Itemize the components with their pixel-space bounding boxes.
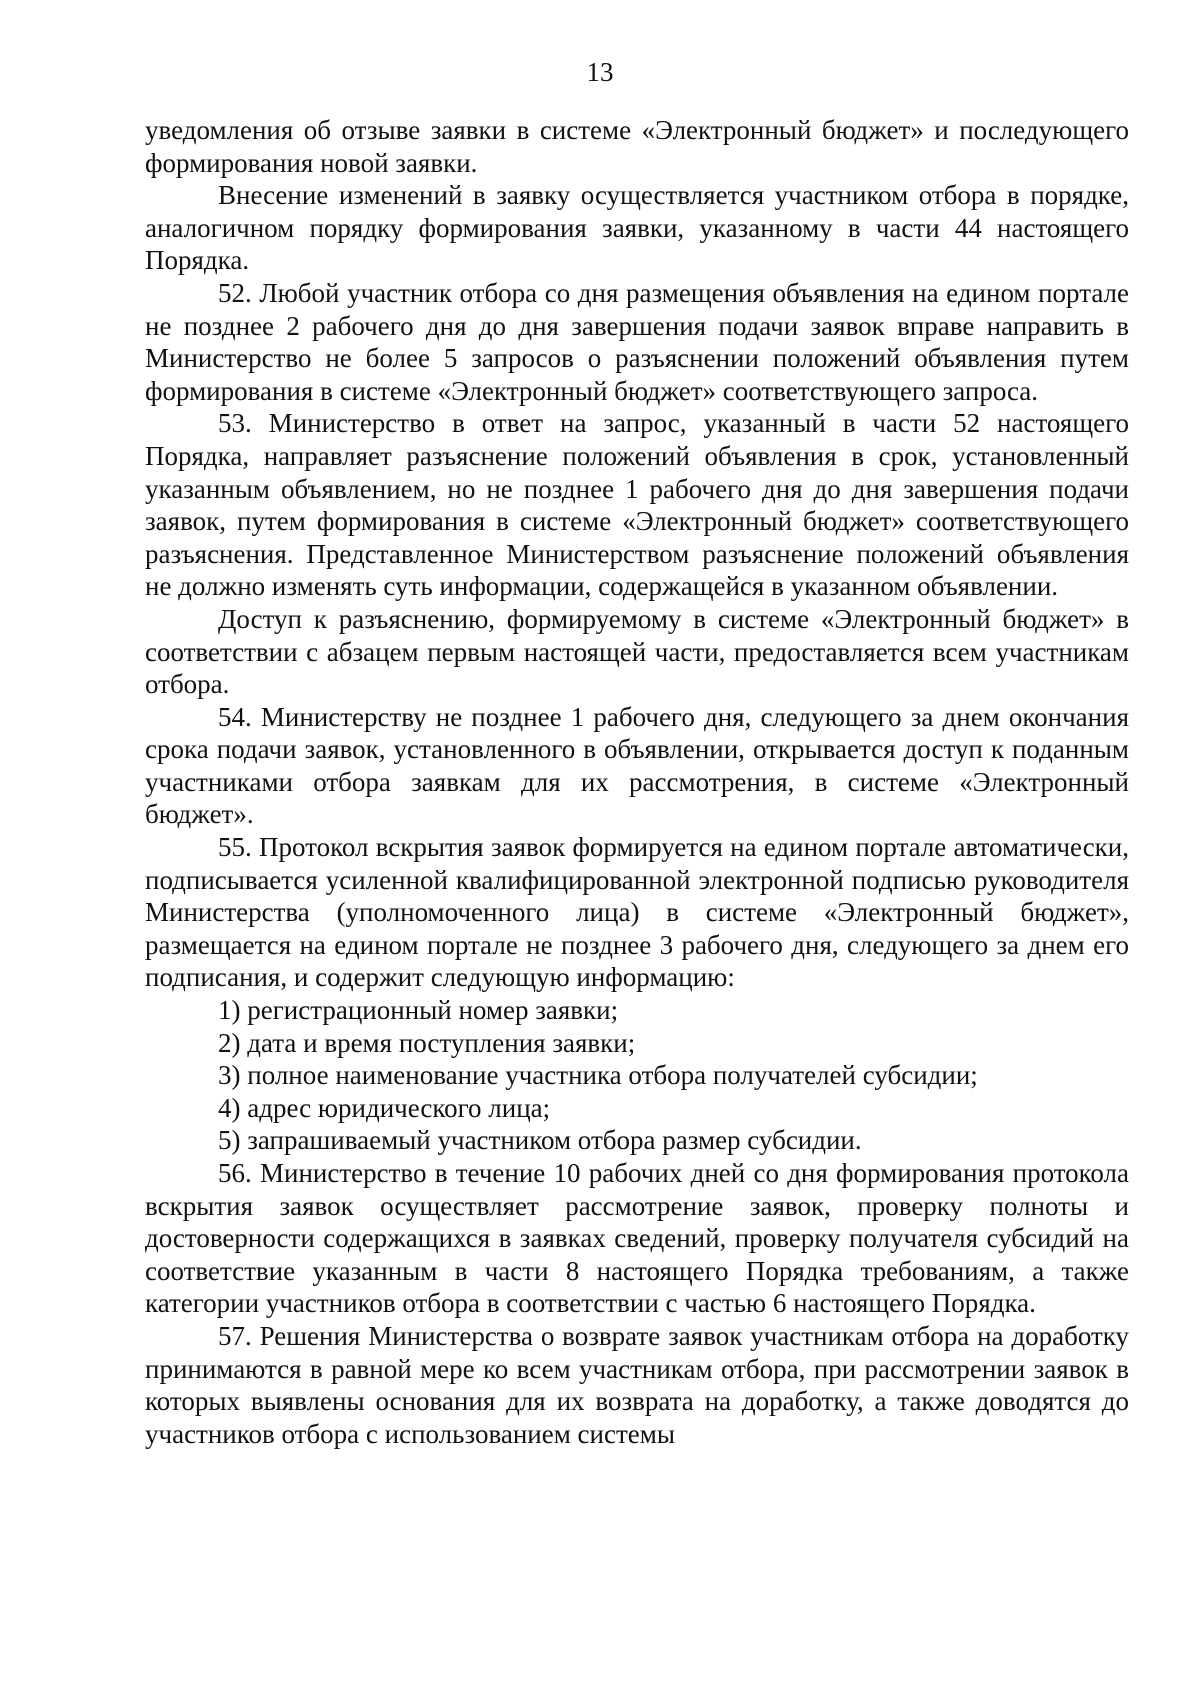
- paragraph-56: 56. Министерство в течение 10 рабочих дней со дня формирования протокола вскрытия заявок осуществляет рассмотрение заявок, проверку полноты и достоверности содержащихся в заявках сведений, проверку получателя субсидий на соответствие указанным в части 8 настоящего Порядка требованиям, а также категории участников отбора в соответствии с частью 6 настоящего Порядка.: [145, 1158, 1129, 1319]
- paragraph-access-clarification: Доступ к разъяснению, формируемому в системе «Электронный бюджет» в соответствии с абзацем первым настоящей части, предоставляется всем участникам отбора.: [145, 603, 1129, 700]
- paragraph-54: 54. Министерству не позднее 1 рабочего дня, следующего за днем окончания срока подачи заявок, установленного в объявлении, открывается доступ к поданным участниками отбора заявкам для их рассмотрения, в системе «Электронный бюджет».: [145, 701, 1129, 830]
- paragraph-amendments: Внесение изменений в заявку осуществляется участником отбора в порядке, аналогичном порядку формирования заявки, указанному в части 44 настоящего Порядка.: [145, 180, 1129, 276]
- page-number: 13: [586, 57, 614, 87]
- document-body: [145, 114, 1129, 1450]
- list-item: 5) запрашиваемый участником отбора размер субсидии.: [218, 1125, 862, 1156]
- list-item: 2) дата и время поступления заявки;: [218, 1027, 636, 1058]
- list-item: 3) полное наименование участника отбора получателей субсидии;: [218, 1060, 978, 1091]
- list-item: 1) регистрационный номер заявки;: [218, 995, 619, 1026]
- paragraph-55: 55. Протокол вскрытия заявок формируется на едином портале автоматически, подписывается усиленной квалифицированной электронной подписью руководителя Министерства (уполномоченного лица) в системе «Электронный бюджет», размещается на едином портале не позднее 3 рабочего дня, следующего за днем его подписания, и содержит следующую информацию:: [145, 832, 1129, 993]
- list-item: 4) адрес юридического лица;: [218, 1092, 551, 1123]
- paragraph-continuation: уведомления об отзыве заявки в системе «Электронный бюджет» и последующего формирования новой заявки.: [145, 115, 1129, 178]
- paragraph-52: 52. Любой участник отбора со дня размещения объявления на едином портале не позднее 2 рабочего дня до дня завершения подачи заявок вправе направить в Министерство не более 5 запросов о разъяснении положений объявления путем формирования в системе «Электронный бюджет» соответствующего запроса.: [145, 277, 1129, 406]
- paragraph-57: 57. Решения Министерства о возврате заявок участникам отбора на доработку принимаются в равной мере ко всем участникам отбора, при рассмотрении заявок в которых выявлены основания для их возврата на доработку, а также доводятся до участников отбора с использованием системы: [145, 1320, 1129, 1449]
- paragraph-53: 53. Министерство в ответ на запрос, указанный в части 52 настоящего Порядка, направляет разъяснение положений объявления в срок, установленный указанным объявлением, но не позднее 1 рабочего дня до дня завершения подачи заявок, путем формирования в системе «Электронный бюджет» соответствующего разъяснения. Представленное Министерством разъяснение положений объявления не должно изменять суть информации, содержащейся в указанном объявлении.: [145, 408, 1129, 602]
